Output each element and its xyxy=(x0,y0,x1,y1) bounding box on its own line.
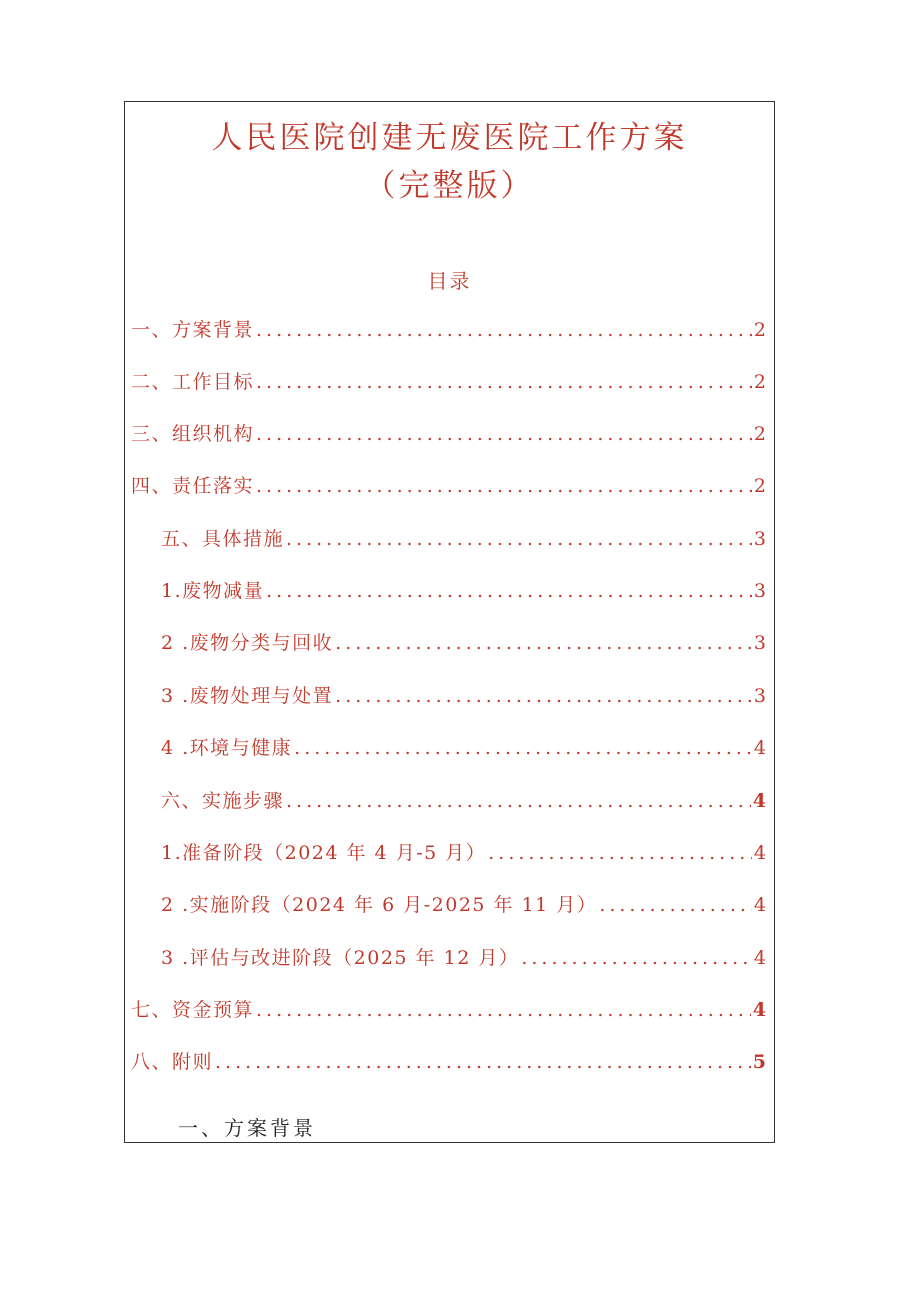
toc-page-number: 4 xyxy=(753,894,766,916)
toc-leader-dots xyxy=(256,368,752,396)
toc-entry-label: 二、工作目标 xyxy=(131,371,255,393)
document-page xyxy=(124,101,775,1143)
toc-entry-implementation-steps[interactable] xyxy=(161,787,766,815)
toc-entry-waste-disposal[interactable] xyxy=(161,682,766,710)
toc-leader-dots xyxy=(256,420,752,448)
toc-entry-label: 1.准备阶段（2024 年 4 月-5 月） xyxy=(161,842,487,864)
toc-page-number: 5 xyxy=(752,1051,766,1073)
toc-entry-label: 五、具体措施 xyxy=(161,528,285,550)
document-subtitle: （完整版） xyxy=(364,168,535,204)
toc-page-number: 2 xyxy=(753,475,766,497)
toc-leader-dots xyxy=(256,316,752,344)
toc-leader-dots xyxy=(335,629,752,657)
toc-leader-dots xyxy=(256,472,752,500)
toc-entry-supplementary[interactable] xyxy=(131,1048,766,1076)
toc-page-number: 2 xyxy=(753,371,766,393)
toc-leader-dots xyxy=(266,577,752,605)
section-heading-background: 一、方案背景 xyxy=(178,1116,316,1140)
toc-leader-dots xyxy=(521,944,752,972)
toc-page-number: 2 xyxy=(753,423,766,445)
toc-leader-dots xyxy=(256,996,751,1024)
toc-entry-waste-reduction[interactable] xyxy=(161,577,766,605)
toc-page-number: 4 xyxy=(753,842,766,864)
document-title: 人民医院创建无废医院工作方案 xyxy=(211,120,688,156)
toc-page-number: 4 xyxy=(752,790,766,812)
toc-page-number: 2 xyxy=(753,319,766,341)
toc-entry-execution-phase[interactable] xyxy=(161,891,766,919)
toc-heading: 目录 xyxy=(427,269,472,293)
toc-entry-measures[interactable] xyxy=(161,525,766,553)
toc-page-number: 4 xyxy=(753,737,766,759)
toc-entry-organization[interactable] xyxy=(131,420,766,448)
toc-page-number: 3 xyxy=(753,685,766,707)
toc-entry-label: 3 .评估与改进阶段（2025 年 12 月） xyxy=(161,947,520,969)
toc-entry-goals[interactable] xyxy=(131,368,766,396)
toc-entry-budget[interactable] xyxy=(131,996,766,1024)
toc-page-number: 3 xyxy=(753,580,766,602)
toc-entry-label: 2 .废物分类与回收 xyxy=(161,632,334,654)
toc-entry-label: 2 .实施阶段（2024 年 6 月-2025 年 11 月） xyxy=(161,894,598,916)
toc-entry-evaluation-phase[interactable] xyxy=(161,944,766,972)
toc-entry-label: 三、组织机构 xyxy=(131,423,255,445)
table-of-contents xyxy=(125,102,774,1142)
toc-entry-responsibility[interactable] xyxy=(131,472,766,500)
toc-page-number: 3 xyxy=(753,632,766,654)
toc-page-number: 3 xyxy=(753,528,766,550)
toc-leader-dots xyxy=(286,525,752,553)
toc-entry-label: 4 .环境与健康 xyxy=(161,737,293,759)
toc-entry-label: 七、资金预算 xyxy=(131,999,255,1021)
toc-leader-dots xyxy=(488,839,752,867)
toc-leader-dots xyxy=(215,1048,751,1076)
toc-entry-label: 四、责任落实 xyxy=(131,475,255,497)
toc-entry-label: 3 .废物处理与处置 xyxy=(161,685,334,707)
toc-leader-dots xyxy=(286,787,751,815)
toc-entry-label: 八、附则 xyxy=(131,1051,214,1073)
toc-entry-label: 六、实施步骤 xyxy=(161,790,285,812)
toc-leader-dots xyxy=(599,891,752,919)
toc-leader-dots xyxy=(294,734,752,762)
toc-leader-dots xyxy=(335,682,752,710)
toc-entry-preparation-phase[interactable] xyxy=(161,839,766,867)
toc-entry-background[interactable] xyxy=(131,316,766,344)
toc-entry-waste-sorting[interactable] xyxy=(161,629,766,657)
toc-page-number: 4 xyxy=(752,999,766,1021)
toc-entry-environment-health[interactable] xyxy=(161,734,766,762)
toc-entry-label: 1.废物减量 xyxy=(161,580,265,602)
toc-entry-label: 一、方案背景 xyxy=(131,319,255,341)
toc-page-number: 4 xyxy=(753,947,766,969)
